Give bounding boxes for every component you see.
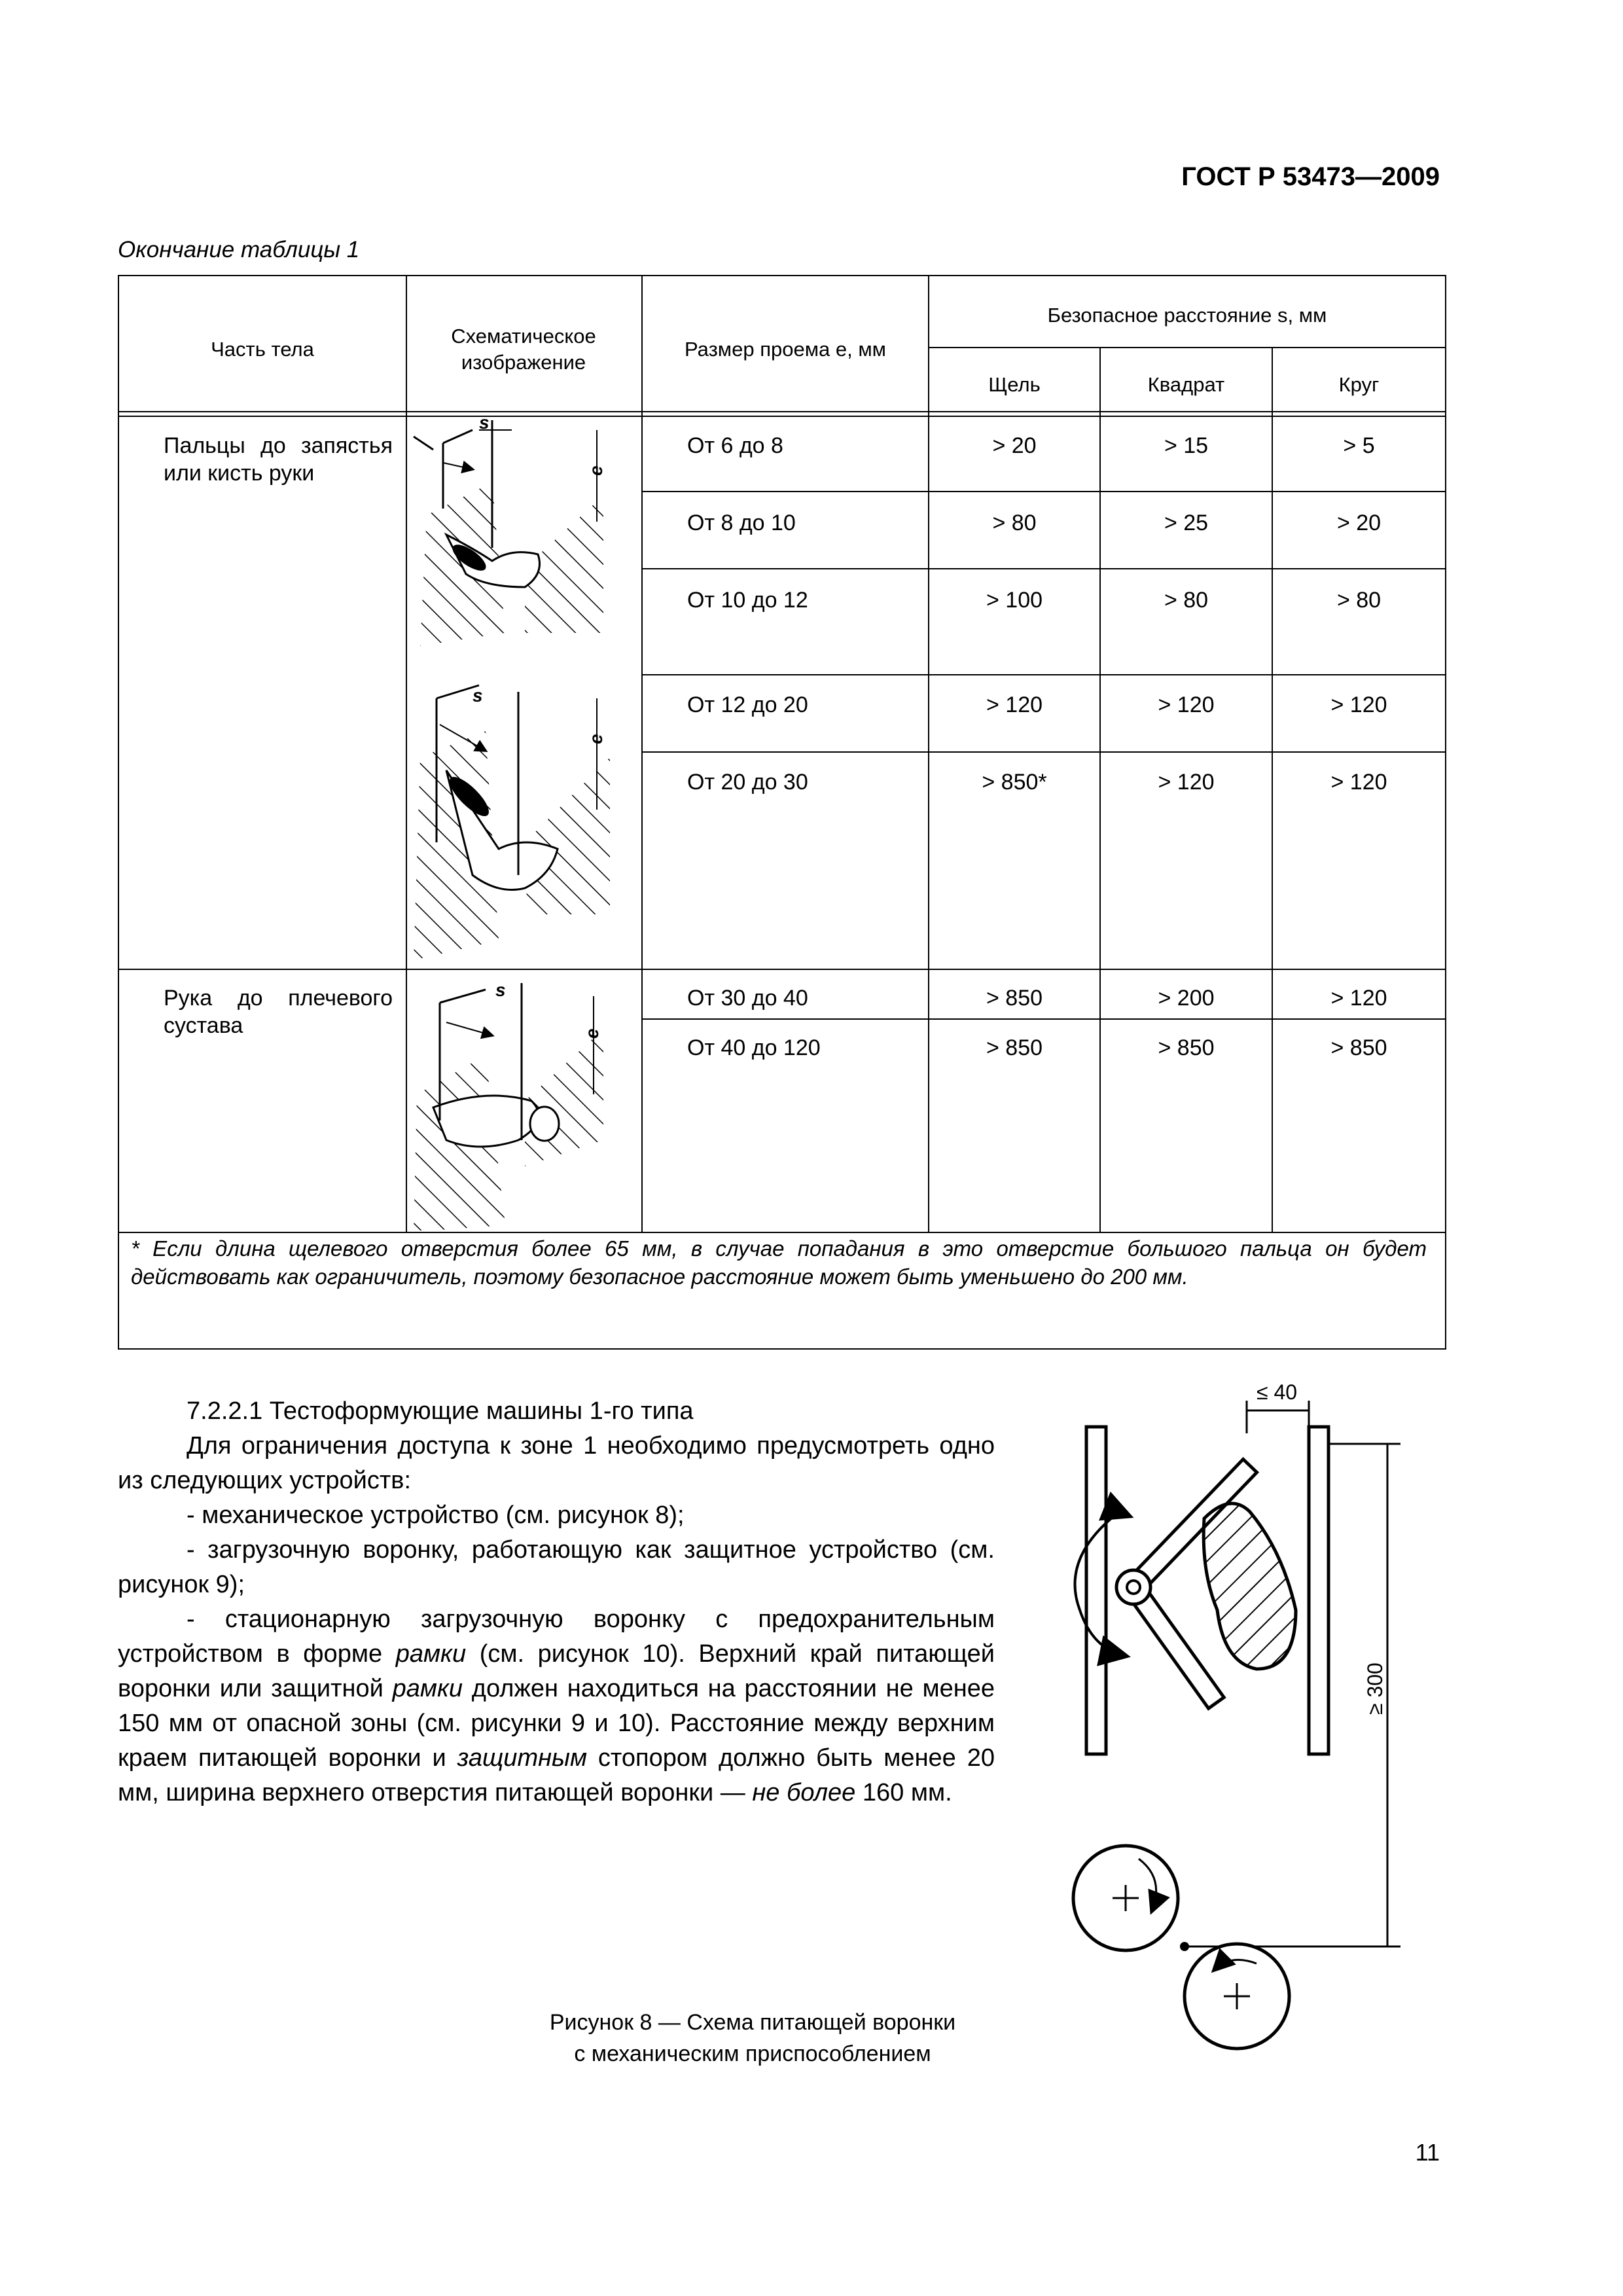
figure-8-diagram — [1021, 1361, 1440, 2068]
header-schematic: Схематическое изображение — [451, 325, 596, 374]
slot-cell: > 80 — [992, 511, 1037, 535]
circle-cell: > 20 — [1336, 511, 1382, 535]
table-caption: Окончание таблицы 1 — [118, 237, 360, 262]
figure-caption: Рисунок 8 — Схема питающей воронки с механическим приспособлением — [549, 2010, 956, 2066]
list-item: - механическое устройство (см. рисунок 8); — [187, 1501, 685, 1529]
opening-cell: От 6 до 8 — [687, 433, 783, 458]
finger-diagram-2 — [414, 685, 610, 960]
circle-cell: > 5 — [1343, 433, 1375, 458]
square-cell: > 120 — [1158, 770, 1215, 795]
standard-number: ГОСТ Р 53473—2009 — [1181, 162, 1440, 191]
header-safe-distance: Безопасное расстояние s, мм — [1047, 304, 1327, 327]
opening-cell: От 20 до 30 — [687, 770, 808, 795]
circle-cell: > 120 — [1330, 986, 1387, 1011]
header-body-part: Часть тела — [211, 338, 314, 361]
s-label: s — [479, 417, 490, 433]
header-square: Квадрат — [1147, 373, 1225, 396]
slot-cell: > 100 — [986, 588, 1043, 613]
s-label: s — [495, 980, 506, 1000]
square-cell: > 25 — [1164, 511, 1209, 535]
table-footnote: * Если длина щелевого отверстия более 65 мм, в случае попадания в это отверстие большого пальца он будет действовать как ограничитель, поэтому безопасное расстояние может быть уменьшено до 200 мм. — [131, 1236, 1427, 1289]
finger-diagram-1 — [414, 417, 606, 646]
header-opening: Размер проема e, мм — [685, 338, 886, 361]
e-label: e — [586, 465, 606, 476]
opening-cell: От 8 до 10 — [687, 511, 796, 535]
slot-cell: > 120 — [986, 692, 1043, 717]
square-cell: > 80 — [1164, 588, 1209, 613]
dim-top-label: ≤ 40 — [1257, 1380, 1298, 1404]
schematic-drawings — [407, 417, 640, 1230]
opening-cell: От 40 до 120 — [687, 1035, 821, 1060]
arm-diagram — [414, 980, 603, 1230]
header-slot: Щель — [988, 373, 1041, 396]
e-label: e — [582, 1028, 602, 1039]
slot-cell: > 850 — [986, 986, 1043, 1011]
slot-cell: > 20 — [992, 433, 1037, 458]
dim-side-label: ≥ 300 — [1363, 1662, 1387, 1715]
s-label: s — [473, 685, 483, 706]
square-cell: > 850 — [1158, 1035, 1215, 1060]
slot-cell: > 850 — [986, 1035, 1043, 1060]
circle-cell: > 80 — [1336, 588, 1382, 613]
page-number: 11 — [1415, 2139, 1440, 2166]
header-circle: Круг — [1338, 373, 1380, 396]
list-item: - стационарную загрузочную воронку с предохранительным устройством в форме рамки (см. рисунок 10). Верхний край питающей воронки или защитной рамки должен находиться на расстоянии не менее 150 мм от опасной зоны (см. рисунки 9 и 10). Расстояние между верхним краем питающей воронки и защитным стопором должно быть менее 20 мм, ширина верхнего отверстия питающей воронки — не более 160 мм. — [118, 1605, 995, 1806]
opening-cell: От 12 до 20 — [687, 692, 808, 717]
slot-cell: > 850* — [982, 770, 1047, 795]
square-cell: > 120 — [1158, 692, 1215, 717]
body-part-fingers: Пальцы до запястья или кисть руки — [164, 433, 393, 486]
circle-cell: > 850 — [1330, 1035, 1387, 1060]
body-part-arm: Рука до плечевого сустава — [164, 986, 393, 1038]
square-cell: > 15 — [1164, 433, 1209, 458]
square-cell: > 200 — [1158, 986, 1215, 1011]
section-text — [118, 1394, 995, 1810]
paragraph: Для ограничения доступа к зоне 1 необходимо предусмотреть одно из следующих устройств: — [118, 1432, 995, 1494]
circle-cell: > 120 — [1330, 770, 1387, 795]
e-label: e — [586, 734, 606, 744]
opening-cell: От 10 до 12 — [687, 588, 808, 613]
section-heading: 7.2.2.1 Тестоформующие машины 1-го типа — [187, 1397, 694, 1425]
opening-cell: От 30 до 40 — [687, 986, 808, 1011]
list-item: - загрузочную воронку, работающую как защитное устройство (см. рисунок 9); — [118, 1536, 995, 1598]
circle-cell: > 120 — [1330, 692, 1387, 717]
